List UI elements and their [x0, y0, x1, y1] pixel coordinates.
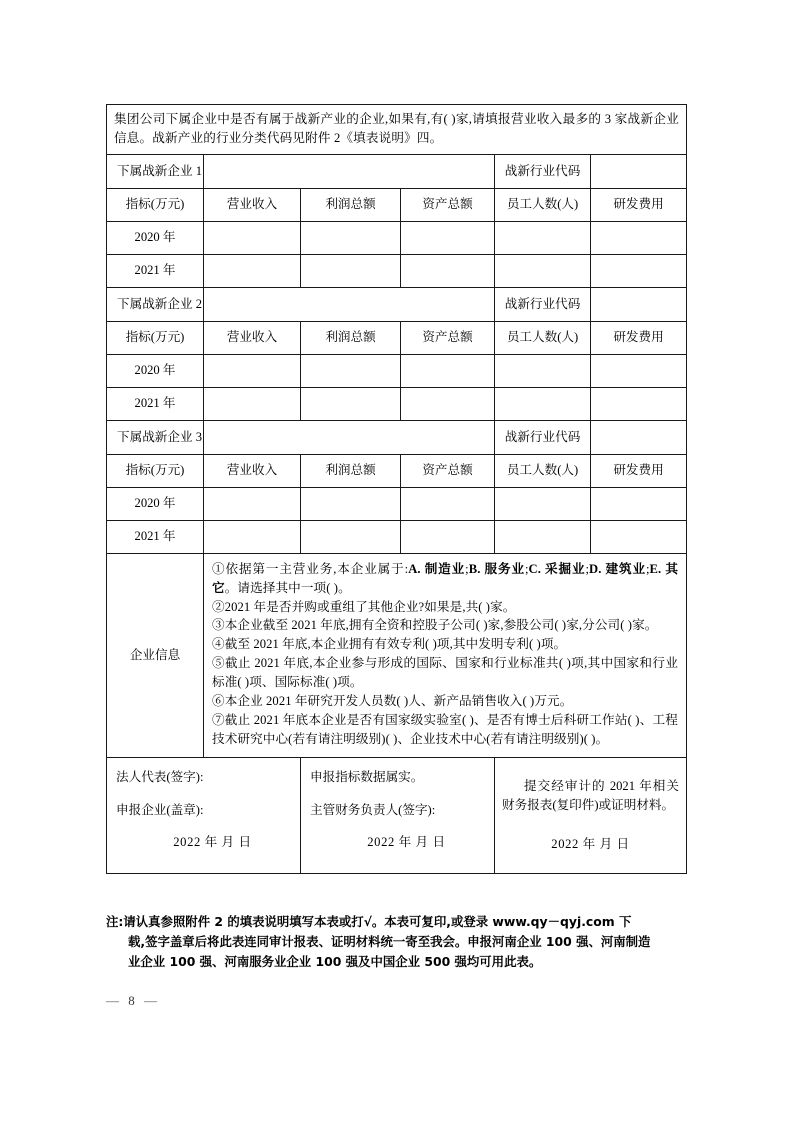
signature-attachments-cell [495, 757, 687, 873]
enterprise-info-item-1: ①依据第一主营业务,本企业属于:A. 制造业;B. 服务业;C. 采掘业;D. 建筑业;E. 其它。请选择其中一项( )。 [212, 561, 679, 595]
enterprise-3-code-input[interactable] [591, 420, 687, 454]
enterprise-2-2020-rnd[interactable] [591, 354, 687, 387]
footer-dash-right: — [144, 993, 160, 1008]
finance-head-signature-label[interactable]: 主管财务负责人(签字): [310, 802, 436, 817]
enterprise-3-col-assets: 资产总额 [401, 454, 495, 487]
form-description-text: 集团公司下属企业中是否有属于战新产业的企业,如果有,有( )家,请填报营业收入最多的 3 家战新企业信息。战新产业的行业分类代码见附件 2《填表说明》四。 [107, 105, 687, 155]
enterprise-2-2021-revenue[interactable] [204, 387, 301, 420]
enterprise-3-2021-employees[interactable] [495, 520, 591, 553]
enterprise-2-2020-assets[interactable] [401, 354, 495, 387]
strategic-enterprise-form [106, 104, 687, 874]
enterprise-3-col-indicator: 指标(万元) [107, 454, 204, 487]
enterprise-2-name-label: 下属战新企业 2 [107, 287, 204, 321]
enterprise-1-code-input[interactable] [591, 154, 687, 188]
note-line-2: 载,签字盖章后将此表连同审计报表、证明材料统一寄至我会。申报河南企业 100 强、河南制造 [128, 934, 651, 950]
enterprise-1-col-rnd: 研发费用 [591, 188, 687, 221]
finance-head-date[interactable]: 2022 年 月 日 [367, 835, 446, 850]
enterprise-3-2020-employees[interactable] [495, 487, 591, 520]
enterprise-2-2020-revenue[interactable] [204, 354, 301, 387]
signature-row [107, 757, 687, 873]
enterprise-1-name-label: 下属战新企业 1 [107, 154, 204, 188]
enterprise-3-2021-assets[interactable] [401, 520, 495, 553]
table-row [107, 387, 687, 420]
enterprise-1-col-revenue: 营业收入 [204, 188, 301, 221]
enterprise-3-row-2021-label: 2021 年 [107, 520, 204, 553]
enterprise-1-2020-rnd[interactable] [591, 221, 687, 254]
enterprise-2-col-assets: 资产总额 [401, 321, 495, 354]
enterprise-3-row-2020-label: 2020 年 [107, 487, 204, 520]
enterprise-info-item-4: ④截至 2021 年底,本企业拥有有效专利( )项,其中发明专利( )项。 [212, 637, 567, 652]
enterprise-3-2021-revenue[interactable] [204, 520, 301, 553]
enterprise-1-2021-assets[interactable] [401, 254, 495, 287]
enterprise-3-name-label: 下属战新企业 3 [107, 420, 204, 454]
table-row [107, 520, 687, 553]
enterprise-3-col-profit: 利润总额 [301, 454, 401, 487]
enterprise-info-label: 企业信息 [107, 553, 204, 757]
enterprise-info-item-3: ③本企业截至 2021 年底,拥有全资和控股子公司( )家,参股公司( )家,分公司( )家。 [212, 618, 658, 633]
enterprise-2-2021-rnd[interactable] [591, 387, 687, 420]
enterprise-info-item-5: ⑤截止 2021 年底,本企业参与形成的国际、国家和行业标准共( )项,其中国家和行业标准( )项、国际标准( )项。 [212, 656, 679, 690]
enterprise-2-code-input[interactable] [591, 287, 687, 321]
enterprise-1-col-employees: 员工人数(人) [495, 188, 591, 221]
enterprise-2-2021-profit[interactable] [301, 387, 401, 420]
enterprise-3-2021-rnd[interactable] [591, 520, 687, 553]
enterprise-1-header-row [107, 188, 687, 221]
applicant-seal-label[interactable]: 申报企业(盖章): [116, 802, 204, 817]
note-line-1: 注:请认真参照附件 2 的填表说明填写本表或打√。本表可复印,或登录 www.qy－qyj.com 下 [106, 914, 632, 929]
note-line-3: 业企业 100 强、河南服务业企业 100 强及中国企业 500 强均可用此表。 [128, 954, 542, 970]
enterprise-info-body[interactable] [204, 553, 687, 757]
enterprise-1-col-indicator: 指标(万元) [107, 188, 204, 221]
footer-dash-left: — [106, 993, 122, 1008]
enterprise-3-2020-rnd[interactable] [591, 487, 687, 520]
enterprise-1-2020-employees[interactable] [495, 221, 591, 254]
page-number: 8 [128, 993, 138, 1008]
form-note [106, 912, 690, 972]
enterprise-3-2021-profit[interactable] [301, 520, 401, 553]
enterprise-2-2020-employees[interactable] [495, 354, 591, 387]
enterprise-1-2021-rnd[interactable] [591, 254, 687, 287]
attachment-requirement-text: 提交经审计的 2021 年相关财务报表(复印件)或证明材料。 [502, 778, 680, 812]
enterprise-3-name-input[interactable] [204, 420, 495, 454]
enterprise-1-name-input[interactable] [204, 154, 495, 188]
enterprise-info-item-7: ⑦截止 2021 年底本企业是否有国家级实验室( )、是否有博士后科研工作站( )、工程技术研究中心(若有请注明级别)( )、企业技术中心(若有请注明级别)( )。 [212, 712, 679, 746]
enterprise-1-2021-employees[interactable] [495, 254, 591, 287]
enterprise-1-2021-profit[interactable] [301, 254, 401, 287]
enterprise-1-2020-revenue[interactable] [204, 221, 301, 254]
enterprise-info-row [107, 553, 687, 757]
enterprise-info-item-2: ②2021 年是否并购或重组了其他企业?如果是,共( )家。 [212, 599, 516, 614]
enterprise-3-col-employees: 员工人数(人) [495, 454, 591, 487]
attachment-date[interactable]: 2022 年 月 日 [551, 836, 630, 851]
enterprise-info-item-6: ⑥本企业 2021 年研究开发人员数( )人、新产品销售收入( )万元。 [212, 694, 573, 709]
data-truthful-statement: 申报指标数据属实。 [310, 769, 424, 784]
enterprise-3-code-label: 战新行业代码 [495, 420, 591, 454]
form-description-row [107, 105, 687, 155]
enterprise-1-code-label: 战新行业代码 [495, 154, 591, 188]
legal-rep-signature-label[interactable]: 法人代表(签字): [116, 769, 204, 784]
enterprise-1-col-profit: 利润总额 [301, 188, 401, 221]
enterprise-2-col-rnd: 研发费用 [591, 321, 687, 354]
enterprise-1-2021-revenue[interactable] [204, 254, 301, 287]
enterprise-1-col-assets: 资产总额 [401, 188, 495, 221]
application-form-container [106, 104, 686, 874]
enterprise-2-2021-employees[interactable] [495, 387, 591, 420]
enterprise-3-2020-assets[interactable] [401, 487, 495, 520]
enterprise-1-row-2020-label: 2020 年 [107, 221, 204, 254]
enterprise-2-2020-profit[interactable] [301, 354, 401, 387]
enterprise-3-col-rnd: 研发费用 [591, 454, 687, 487]
page-footer [106, 993, 226, 1009]
enterprise-3-2020-profit[interactable] [301, 487, 401, 520]
enterprise-3-name-row [107, 420, 687, 454]
enterprise-1-row-2021-label: 2021 年 [107, 254, 204, 287]
enterprise-2-col-indicator: 指标(万元) [107, 321, 204, 354]
legal-rep-date[interactable]: 2022 年 月 日 [173, 835, 252, 850]
enterprise-2-2021-assets[interactable] [401, 387, 495, 420]
enterprise-1-2020-assets[interactable] [401, 221, 495, 254]
signature-legal-rep-cell [107, 757, 301, 873]
table-row [107, 354, 687, 387]
signature-finance-cell [301, 757, 495, 873]
enterprise-3-header-row [107, 454, 687, 487]
enterprise-2-col-revenue: 营业收入 [204, 321, 301, 354]
enterprise-2-name-row [107, 287, 687, 321]
enterprise-1-2020-profit[interactable] [301, 221, 401, 254]
enterprise-2-col-profit: 利润总额 [301, 321, 401, 354]
enterprise-2-row-2020-label: 2020 年 [107, 354, 204, 387]
enterprise-2-row-2021-label: 2021 年 [107, 387, 204, 420]
enterprise-3-2020-revenue[interactable] [204, 487, 301, 520]
enterprise-2-code-label: 战新行业代码 [495, 287, 591, 321]
enterprise-2-header-row [107, 321, 687, 354]
enterprise-2-col-employees: 员工人数(人) [495, 321, 591, 354]
table-row [107, 221, 687, 254]
enterprise-1-name-row [107, 154, 687, 188]
table-row [107, 487, 687, 520]
table-row [107, 254, 687, 287]
enterprise-3-col-revenue: 营业收入 [204, 454, 301, 487]
enterprise-2-name-input[interactable] [204, 287, 495, 321]
